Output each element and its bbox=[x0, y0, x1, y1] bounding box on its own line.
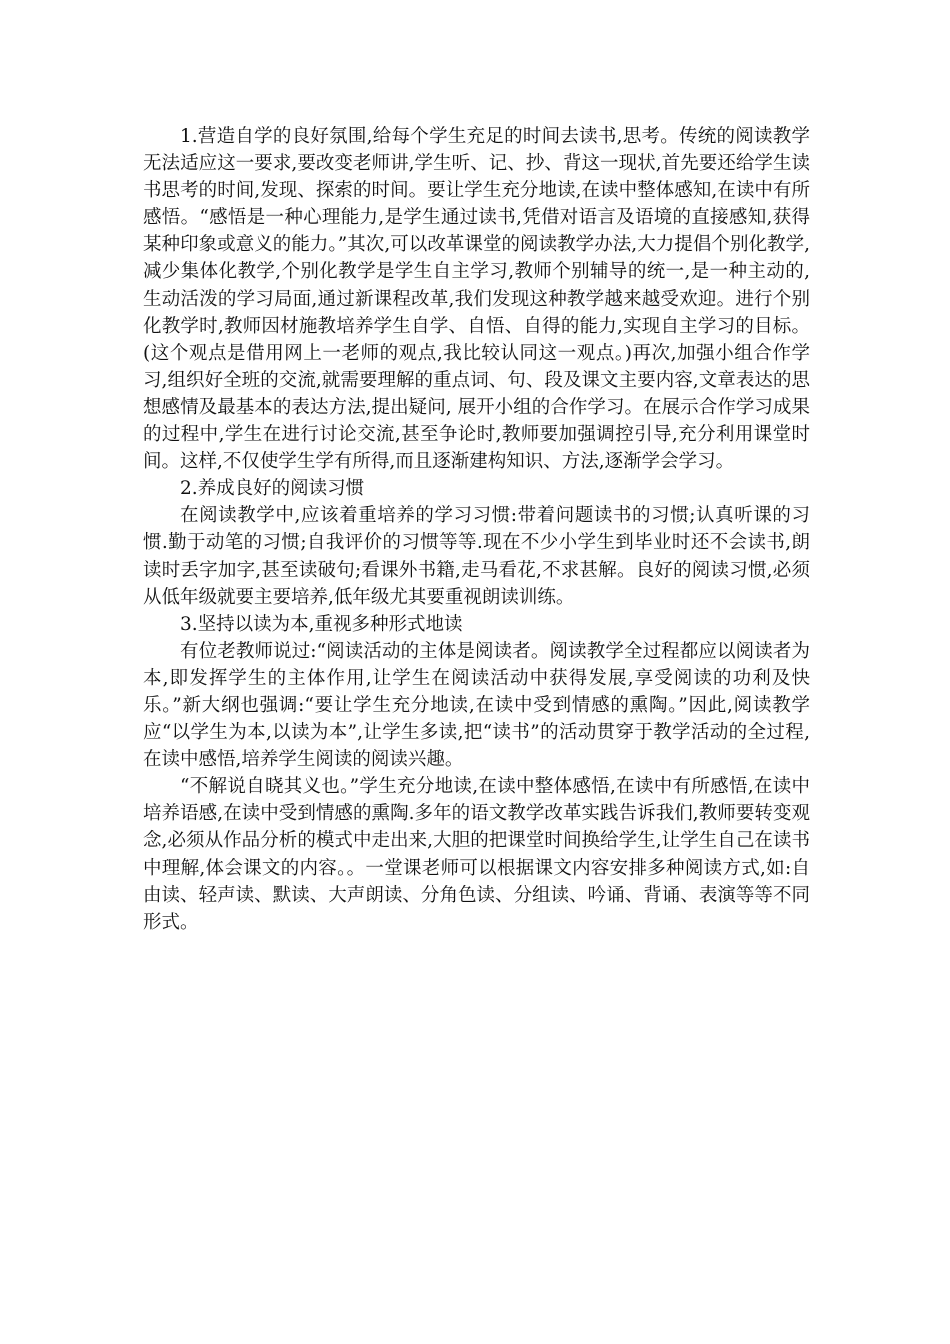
paragraph-1-self-study-atmosphere: 1.营造自学的良好氛围,给每个学生充足的时间去读书,思考。传统的阅读教学无法适应这一要求,要改变老师讲,学生听、记、抄、背这一现状,首先要还给学生读书思考的时间,发现、探索的时间。要让学生充分地读,在读中整体感知,在读中有所感悟。“感悟是一种心理能力,是学生通过读书,凭借对语言及语境的直接感知,获得某种印象或意义的能力。”其次,可以改革课堂的阅读教学办法,大力提倡个别化教学,减少集体化教学,个别化教学是学生自主学习,教师个别辅导的统一,是一种主动的,生动活泼的学习局面,通过新课程改革,我们发现这种教学越来越受欢迎。进行个别化教学时,教师因材施教培养学生自学、自悟、自得的能力,实现自主学习的目标。(这个观点是借用网上一老师的观点,我比较认同这一观点。)再次,加强小组合作学习,组织好全班的交流,就需要理解的重点词、句、段及课文主要内容,文章表达的思想感情及最基本的表达方法,提出疑问, 展开小组的合作学习。在展示合作学习成果的过程中,学生在进行讨论交流,甚至争论时,教师要加强调控引导,充分利用课堂时间。这样,不仅使学生学有所得,而且逐渐建构知识、方法,逐渐学会学习。 bbox=[143, 126, 810, 473]
paragraph-old-teacher-quote: 有位老教师说过:“阅读活动的主体是阅读者。阅读教学全过程都应以阅读者为本,即发挥学生的主体作用,让学生在阅读活动中获得发展,享受阅读的功利及快乐。”新大纲也强调:“要让学生充分地读,在读中受到情感的熏陶。”因此,阅读教学应“以学生为本,以读为本”,让学生多读,把“读书”的活动贯穿于教学活动的全过程,在读中感悟,培养学生阅读的阅读兴趣。 bbox=[143, 640, 810, 771]
heading-2-reading-habits: 2.养成良好的阅读习惯 bbox=[180, 478, 365, 500]
document-body bbox=[143, 123, 810, 936]
paragraph-reading-habits: 在阅读教学中,应该着重培养的学习习惯:带着问题读书的习惯;认真听课的习惯.勤于动笔的习惯;自我评价的习惯等等.现在不少小学生到毕业时还不会读书,朗读时丢字加字,甚至读破句;看课外书籍,走马看花,不求甚解。良好的阅读习惯,必须从低年级就要主要培养,低年级尤其要重视朗读训练。 bbox=[143, 505, 810, 608]
heading-3-reading-centered: 3.坚持以读为本,重视多种形式地读 bbox=[180, 613, 463, 635]
paragraph-self-understanding: “不解说自晓其义也。”学生充分地读,在读中整体感悟,在读中有所感悟,在读中培养语感,在读中受到情感的熏陶.多年的语文教学改革实践告诉我们,教师要转变观念,必须从作品分析的模式中走出来,大胆的把课堂时间换给学生,让学生自己在读书中理解,体会课文的内容。。一堂课老师可以根据课文内容安排多种阅读方式,如:自由读、轻声读、默读、大声朗读、分角色读、分组读、吟诵、背诵、表演等等不同形式。 bbox=[143, 776, 810, 933]
